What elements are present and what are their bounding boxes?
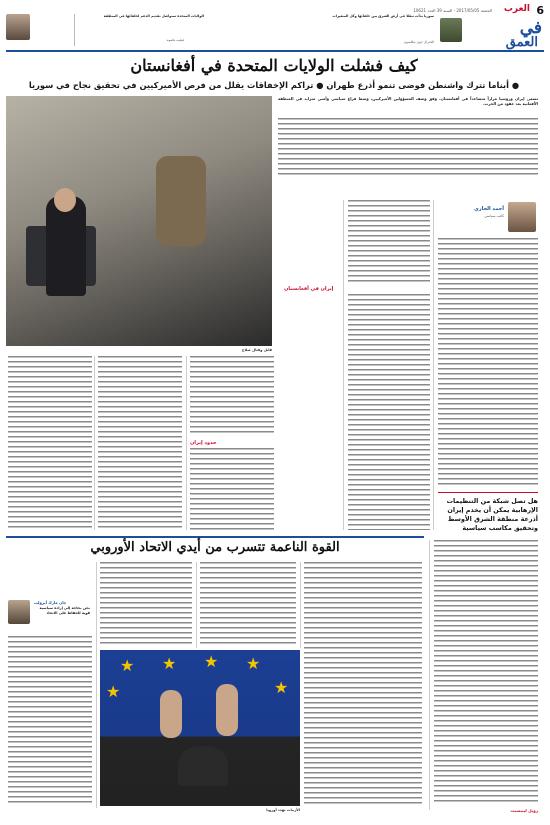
photo-figure (178, 746, 228, 786)
main-subheadline: ● أبناما تترك واشنطن فوضى تنمو أذرع طهران ● تراكم الإخفاقات يقلل من فرص الأميركيين في تحقيق نجاح في سوريا (28, 80, 520, 90)
eu-star-icon: ★ (162, 654, 177, 673)
eu-star-icon: ★ (204, 652, 219, 671)
column-rule (186, 356, 187, 530)
header-name-right: الجنرال جون نيكلسون (403, 40, 434, 44)
header-quote-right: سوريا بدأت تنقلا في أرض الشرق بين حلفائها وكل المتغيرات (332, 14, 434, 18)
date-line: الجمعة 2017/05/05 - السنة 39 العدد 10621 (413, 8, 492, 13)
header-portrait-right (440, 18, 462, 42)
lower-column-2-text (200, 562, 296, 646)
column-rule (343, 200, 344, 530)
main-photo-caption: قاتل وقتال صلاح (241, 348, 272, 352)
photo-hand (216, 684, 238, 736)
lower-column-rule (429, 540, 430, 810)
lower-column-rule (96, 562, 97, 808)
side-quote: نحن بحاجة إلى إرادة سياسية قوية للحفاظ على الاتحاد (39, 606, 90, 615)
right-column-subhead: زويل ليبيسيت (510, 808, 538, 813)
header-portrait-left (6, 14, 30, 40)
right-column-text (434, 540, 538, 804)
lower-column-4-text (8, 636, 92, 806)
side-portrait (8, 600, 30, 624)
column-4-text (98, 356, 182, 530)
photo-figure-head (54, 188, 76, 212)
eu-star-icon: ★ (120, 656, 135, 675)
photo-soldier (156, 156, 206, 246)
column-rule (433, 200, 434, 530)
lower-column-3-text (100, 562, 192, 646)
eu-star-icon: ★ (274, 678, 289, 697)
lower-column-rule (196, 562, 197, 648)
column-rule (94, 356, 95, 530)
author-photo (508, 202, 536, 232)
eu-star-icon: ★ (106, 682, 121, 701)
eu-star-icon: ★ (246, 654, 261, 673)
inline-subhead-2: حدود إيران (190, 440, 217, 446)
header-quote-left: الولايات المتحدة ستواصل تقديم الدعم لحلفائها في المنطقة (103, 14, 204, 18)
author-role: كاتب سياسي (484, 214, 504, 218)
section-label-bottom: العمق (505, 35, 538, 50)
column-2b-text (348, 294, 430, 530)
lower-column-1-text (304, 562, 422, 806)
inline-subhead-1: إيران في أفغانستان (284, 286, 334, 292)
column-2a-text (348, 200, 430, 282)
column-1-text (438, 238, 538, 488)
author-name: أحمد الجاري (474, 206, 504, 212)
column-3b-text (190, 448, 274, 530)
column-5-text (8, 356, 92, 530)
lower-photo (100, 650, 300, 806)
lower-rule (6, 536, 424, 538)
photo-hand (160, 690, 182, 738)
side-name: جان مارك أيرولت (34, 600, 67, 605)
intro-body-text (278, 118, 538, 178)
main-intro: تسعى إيران وروسيا مراراً متصاعداً في أفغانستان، وفق وصف المسؤولين الأميركيين، وسط فراغ سياسي وأمني متزايد في المنطقة الأفغانية بعد عقود من الحرب. (278, 96, 538, 107)
main-photo (6, 96, 272, 346)
column-3a-text (190, 356, 274, 436)
lower-headline: القوة الناعمة تتسرب من أيدي الاتحاد الأوروبي (90, 540, 340, 555)
header-name-left: فيليب هاموند (166, 38, 184, 42)
page-number: 6 (536, 4, 544, 17)
lower-column-rule (300, 562, 301, 648)
pull-quote: هل تصل شبكة من التنظيمات الإرهابية يمكن أن يخدم إيران أذرعة منطقة الشرق الأوسط وتحقيق مكاسب سياسية (438, 492, 538, 533)
lower-photo-caption: الأزمات تهدد أوروبا (266, 808, 300, 812)
brand-name: العرب (503, 4, 530, 14)
section-label-top: في (519, 18, 542, 38)
main-headline: كيف فشلت الولايات المتحدة في أفغانستان (130, 56, 418, 75)
header-rule (6, 50, 544, 52)
